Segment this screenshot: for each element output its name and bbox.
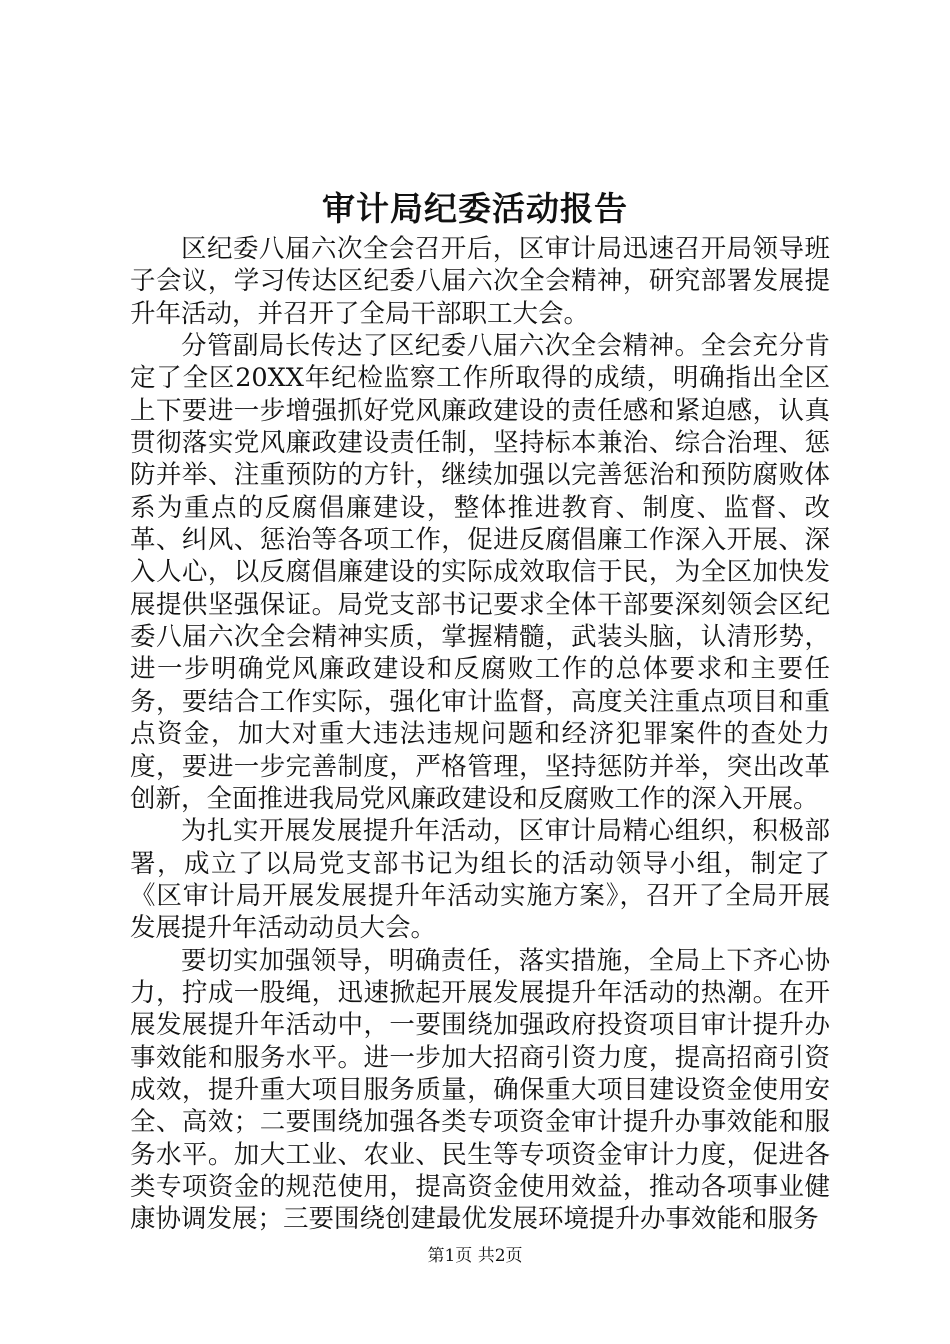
document-title: 审计局纪委活动报告 bbox=[322, 189, 628, 228]
paragraph-3: 为扎实开展发展提升年活动，区审计局精心组织，积极部署，成立了以局党支部书记为组长的活动领导小组，制定了《区审计局开展发展提升年活动实施方案》，召开了全局开展发展提升年活动动员大会。 bbox=[130, 816, 830, 944]
paragraph-2: 分管副局长传达了区纪委八届六次全会精神。全会充分肯定了全区20XX年纪检监察工作所取得的成绩，明确指出全区上下要进一步增强抓好党风廉政建设的责任感和紧迫感，认真贯彻落实党风廉政建设责任制，坚持标本兼治、综合治理、惩防并举、注重预防的方针，继续加强以完善惩治和预防腐败体系为重点的反腐倡廉建设，整体推进教育、制度、监督、改革、纠风、惩治等各项工作，促进反腐倡廉工作深入开展、深入人心，以反腐倡廉建设的实际成效取信于民，为全区加快发展提供坚强保证。局党支部书记要求全体干部要深刻领会区纪委八届六次全会精神实质，掌握精髓，武装头脑，认清形势，进一步明确党风廉政建设和反腐败工作的总体要求和主要任务，要结合工作实际，强化审计监督，高度关注重点项目和重点资金，加大对重大违法违规问题和经济犯罪案件的查处力度，要进一步完善制度，严格管理，坚持惩防并举，突出改革创新，全面推进我局党风廉政建设和反腐败工作的深入开展。 bbox=[130, 331, 830, 814]
page-number-label: 第1页 共2页 bbox=[427, 1246, 523, 1266]
document-body bbox=[130, 233, 830, 1236]
page-footer bbox=[0, 1244, 950, 1268]
paragraph-1: 区纪委八届六次全会召开后，区审计局迅速召开局领导班子会议，学习传达区纪委八届六次全会精神，研究部署发展提升年活动，并召开了全局干部职工大会。 bbox=[130, 234, 830, 329]
paragraph-4: 要切实加强领导，明确责任，落实措施，全局上下齐心协力，拧成一股绳，迅速掀起开展发展提升年活动的热潮。在开展发展提升年活动中，一要围绕加强政府投资项目审计提升办事效能和服务水平。进一步加大招商引资力度，提高招商引资成效，提升重大项目服务质量，确保重大项目建设资金使用安全、高效；二要围绕加强各类专项资金审计提升办事效能和服务水平。加大工业、农业、民生等专项资金审计力度，促进各类专项资金的规范使用，提高资金使用效益，推动各项事业健康协调发展；三要围绕创建最优发展环境提升办事效能和服务 bbox=[130, 945, 830, 1235]
